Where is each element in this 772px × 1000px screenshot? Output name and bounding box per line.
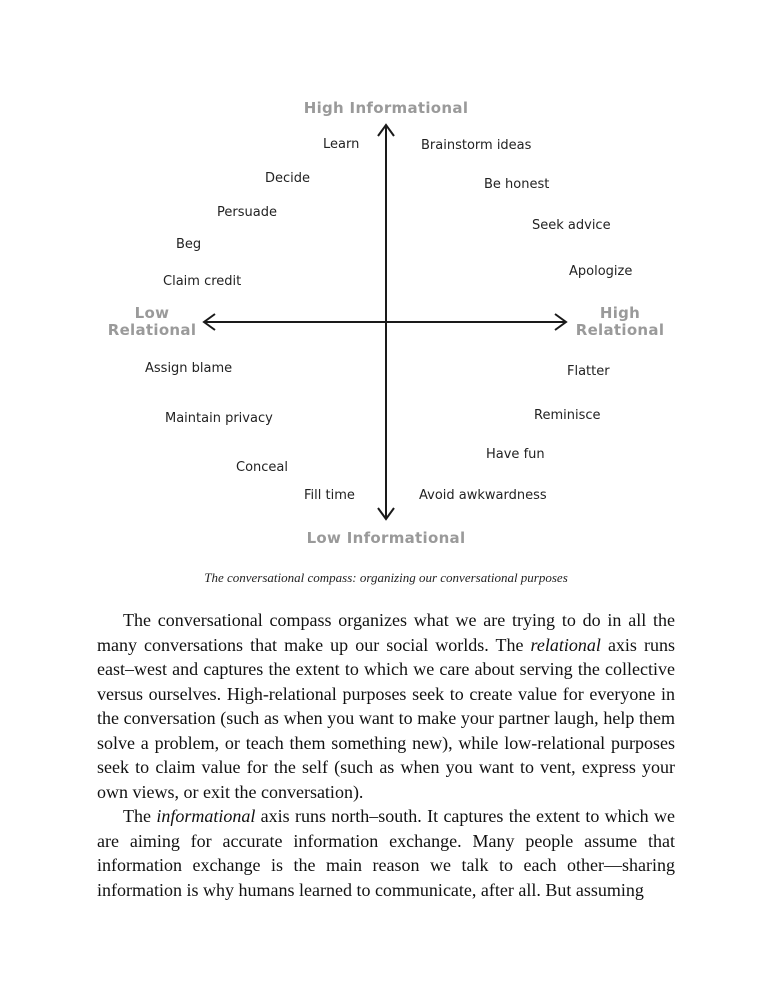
axis-title-low-informational: Low Informational	[306, 529, 466, 547]
purpose-seek-advice: Seek advice	[532, 218, 611, 233]
purpose-maintain-privacy: Maintain privacy	[165, 411, 273, 426]
purpose-be-honest: Be honest	[484, 177, 550, 192]
purpose-have-fun: Have fun	[486, 447, 545, 462]
axis-title-low-relational-line2: Relational	[107, 321, 197, 339]
axis-title-high-relational-line1: High	[599, 304, 641, 322]
paragraph-informational-axis	[97, 804, 675, 902]
purpose-fill-time: Fill time	[304, 488, 355, 503]
purpose-conceal: Conceal	[236, 460, 288, 475]
purpose-decide: Decide	[265, 171, 311, 186]
purpose-reminisce: Reminisce	[534, 408, 601, 423]
purpose-beg: Beg	[176, 237, 202, 252]
axis-title-high-relational	[576, 305, 665, 339]
axis-title-low-relational	[108, 305, 197, 339]
paragraph-2-part-b: axis runs north–south. It captures the extent to which we are aiming for accurate information exchange. Many people assume that information exchange is the main reason we talk to each other—sharing information is why humans learned to communicate, after all. But assuming	[97, 806, 675, 900]
body-text	[97, 608, 675, 902]
paragraph-relational-axis	[97, 608, 675, 804]
paragraph-2-emphasis: informational	[156, 806, 256, 826]
paragraph-2-part-a: The	[123, 806, 157, 826]
paragraph-1-part-b: axis runs east–west and captures the extent to which we care about serving the collective versus ourselves. High-relational purposes seek to create value for everyone in the conversation (such as when you want to make your partner laugh, help them solve a problem, or teach them something new), while low-relational purposes seek to claim value for the self (such as when you want to vent, express your own views, or exit the conversation).	[97, 634, 675, 802]
purpose-apologize: Apologize	[569, 264, 633, 279]
axis-title-low-relational-line1: Low	[134, 304, 170, 322]
purpose-assign-blame: Assign blame	[145, 361, 233, 376]
paragraph-1-emphasis: relational	[530, 634, 601, 655]
axis-title-high-informational: High Informational	[303, 99, 469, 117]
axis-title-high-relational-line2: Relational	[575, 321, 665, 339]
purpose-learn: Learn	[323, 137, 360, 152]
purpose-flatter: Flatter	[567, 364, 610, 379]
purpose-brainstorm-ideas: Brainstorm ideas	[421, 138, 532, 153]
paragraph-1-part-a: The conversational compass organizes what we are trying to do in all the many conversations that make up our social worlds. The	[97, 610, 675, 655]
purpose-claim-credit: Claim credit	[163, 274, 242, 289]
purpose-persuade: Persuade	[217, 205, 277, 220]
figure-caption: The conversational compass: organizing our conversational purposes	[204, 570, 568, 585]
purpose-avoid-awkwardness: Avoid awkwardness	[419, 488, 547, 503]
